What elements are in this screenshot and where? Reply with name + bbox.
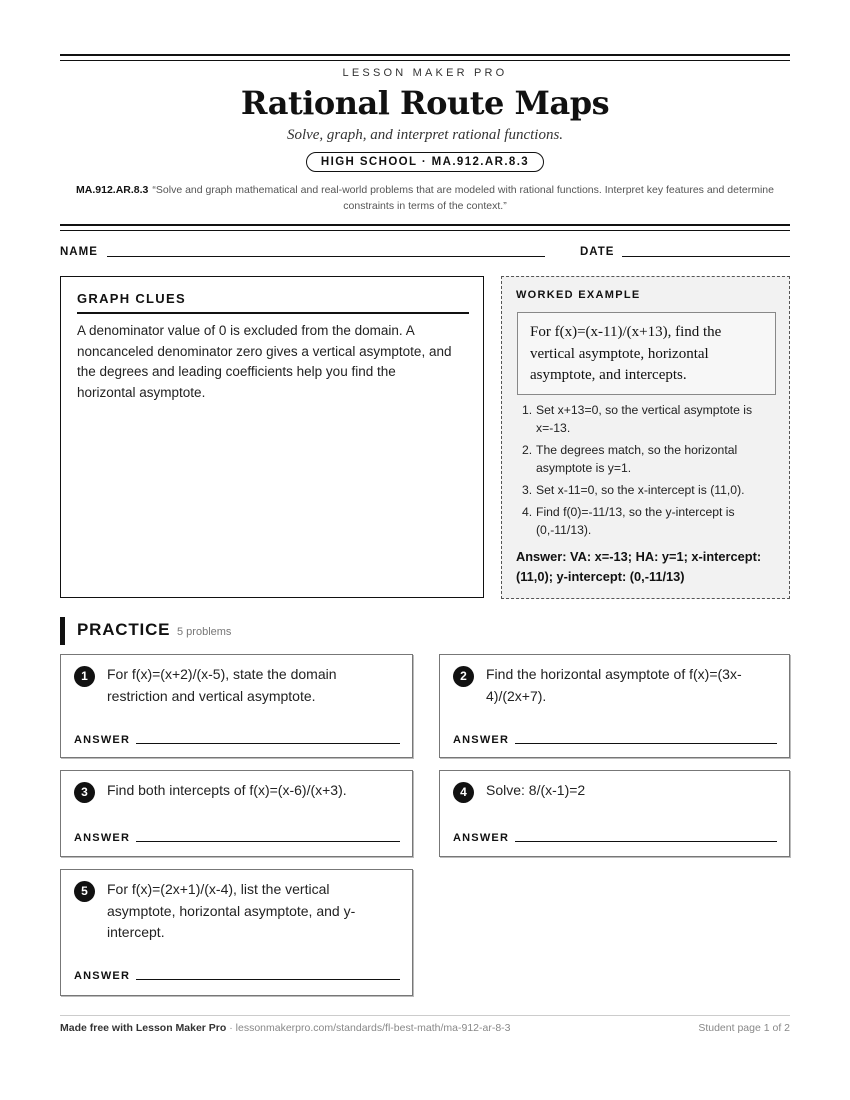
answer-label: ANSWER bbox=[74, 832, 131, 844]
problem-text: Find the horizontal asymptote of f(x)=(3x-4)/(2x+7). bbox=[486, 666, 742, 704]
date-label: DATE bbox=[580, 246, 615, 258]
answer-label: ANSWER bbox=[453, 832, 510, 844]
answer-line-2[interactable] bbox=[515, 743, 777, 744]
header-bottom-rule bbox=[60, 224, 790, 231]
problem-number-badge: 2 bbox=[453, 666, 474, 687]
step-number: 3. bbox=[522, 483, 533, 497]
step-text: Set x-11=0, so the x-intercept is (11,0). bbox=[536, 483, 745, 497]
step-number: 1. bbox=[522, 403, 533, 417]
step-number: 4. bbox=[522, 505, 533, 519]
worked-example-steps bbox=[516, 401, 778, 543]
standard-code: MA.912.AR.8.3 bbox=[76, 184, 149, 196]
step-number: 2. bbox=[522, 443, 533, 457]
graph-clues-body: A denominator value of 0 is excluded from the domain. A noncanceled denominator zero gives a vertical asymptote, and the degrees and leading coefficients help you find the horizontal asymptote. bbox=[77, 323, 452, 400]
answer-line-5[interactable] bbox=[136, 979, 400, 980]
worksheet-page bbox=[60, 0, 790, 1100]
problem-card-4 bbox=[439, 770, 790, 857]
problem-text: For f(x)=(x+2)/(x-5), state the domain restriction and vertical asymptote. bbox=[107, 666, 337, 704]
name-date-row bbox=[60, 246, 790, 262]
problem-number-badge: 3 bbox=[74, 782, 95, 803]
step-text: Set x+13=0, so the vertical asymptote is x=-13. bbox=[536, 403, 753, 435]
step-item bbox=[516, 441, 778, 477]
footer-url[interactable]: · lessonmakerpro.com/standards/fl-best-math/ma-912-ar-8-3 bbox=[226, 1022, 511, 1034]
page-subtitle: Solve, graph, and interpret rational functions. bbox=[286, 127, 564, 143]
brand-name: LESSON MAKER PRO bbox=[342, 67, 508, 79]
answer-line-4[interactable] bbox=[515, 841, 777, 842]
page-title: Rational Route Maps bbox=[240, 84, 610, 122]
date-field[interactable] bbox=[622, 256, 790, 257]
worked-example-prompt: For f(x)=(x-11)/(x+13), find the vertical asymptote, horizontal asymptote, and intercepts. bbox=[517, 312, 776, 395]
answer-line-1[interactable] bbox=[136, 743, 400, 744]
problem-number-badge: 5 bbox=[74, 881, 95, 902]
problem-text: Find both intercepts of f(x)=(x-6)/(x+3). bbox=[107, 782, 347, 798]
problem-number-badge: 4 bbox=[453, 782, 474, 803]
problem-text: Solve: 8/(x-1)=2 bbox=[486, 782, 586, 798]
graph-clues-title: GRAPH CLUES bbox=[77, 291, 469, 314]
practice-header bbox=[60, 617, 790, 645]
worked-example-box bbox=[501, 276, 790, 599]
step-text: The degrees match, so the horizontal asymptote is y=1. bbox=[536, 443, 738, 475]
answer-label: ANSWER bbox=[74, 970, 131, 982]
footer-rule bbox=[60, 1015, 790, 1016]
practice-accent-bar bbox=[60, 617, 65, 645]
answer-label: ANSWER bbox=[74, 734, 131, 746]
practice-count: 5 problems bbox=[177, 626, 232, 638]
grade-badge: HIGH SCHOOL · MA.912.AR.8.3 bbox=[306, 152, 544, 172]
problem-card-1 bbox=[60, 654, 413, 758]
problem-number-badge: 1 bbox=[74, 666, 95, 687]
step-item bbox=[516, 481, 778, 499]
problem-text: For f(x)=(2x+1)/(x-4), list the vertical asymptote, horizontal asymptote, and y-intercept. bbox=[107, 881, 356, 940]
name-field[interactable] bbox=[107, 256, 545, 257]
worked-example-answer: Answer: VA: x=-13; HA: y=1; x-intercept: (11,0); y-intercept: (0,-11/13) bbox=[516, 549, 762, 584]
graph-clues-box bbox=[60, 276, 484, 598]
footer-made-with: Made free with Lesson Maker Pro bbox=[60, 1022, 227, 1034]
answer-line-3[interactable] bbox=[136, 841, 400, 842]
step-text: Find f(0)=-11/13, so the y-intercept is (0,-11/13). bbox=[536, 505, 735, 537]
standard-text: “Solve and graph mathematical and real-world problems that are modeled with rational functions. Interpret key features and determine constraints in terms of the context.” bbox=[152, 184, 774, 212]
problem-card-3 bbox=[60, 770, 413, 857]
grade-badge-wrap bbox=[60, 152, 790, 172]
step-item bbox=[516, 503, 778, 539]
step-item bbox=[516, 401, 778, 437]
worked-example-title: WORKED EXAMPLE bbox=[516, 289, 641, 301]
footer-page-number: Student page 1 of 2 bbox=[698, 1022, 790, 1034]
practice-title: PRACTICE bbox=[77, 620, 171, 639]
standard-description bbox=[60, 182, 790, 214]
answer-label: ANSWER bbox=[453, 734, 510, 746]
problem-card-5 bbox=[60, 869, 413, 996]
footer-credit bbox=[60, 1022, 511, 1034]
top-rule bbox=[60, 54, 790, 61]
problem-card-2 bbox=[439, 654, 790, 758]
name-label: NAME bbox=[60, 246, 98, 258]
